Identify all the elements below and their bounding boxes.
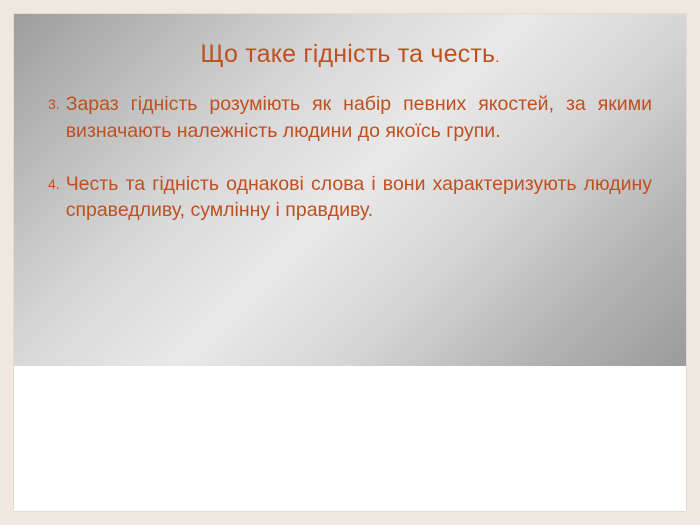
page-title [48,40,652,69]
slide-title-period: . [495,49,500,66]
list-item-label: Честь та гідність однакові слова і вони характеризують людину справедливу, сумлінну і правдиву. [65,172,652,222]
list-item-label: Зараз гідність розуміють як набір певних якостей, за якими визначають належність людини до якоїсь групи. [65,92,652,142]
slide-frame [14,14,686,511]
list-item [48,171,652,225]
list-item [48,91,652,145]
list-item-number: 4. [48,175,60,192]
slide-blank-area [14,366,686,511]
slide-title-text: Що таке гідність та честь [200,40,496,68]
bullet-list [48,91,652,225]
list-item-number: 3. [48,95,60,112]
slide-content-panel [14,14,686,366]
